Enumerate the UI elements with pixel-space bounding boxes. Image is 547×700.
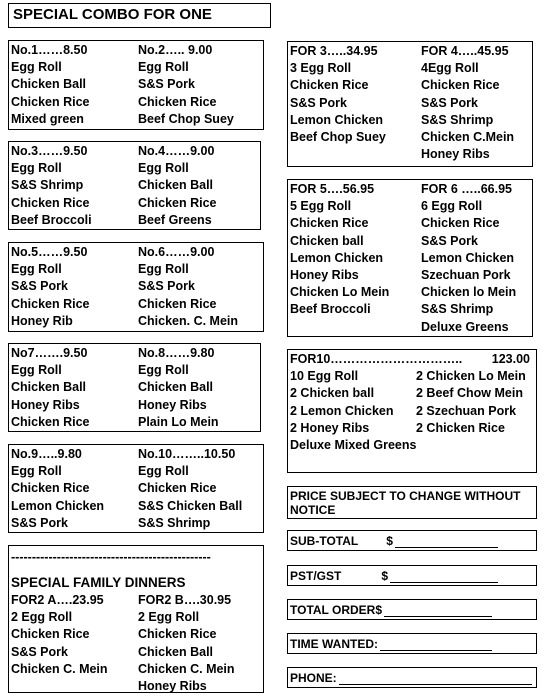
menu-item: 2 Honey Ribs (290, 420, 370, 435)
menu-title-box (8, 3, 271, 28)
menu-item: S&S Pork (138, 77, 195, 92)
menu-item: Honey Ribs (421, 147, 490, 162)
combo-box-3-4 (8, 141, 261, 230)
menu-item: Egg Roll (11, 363, 62, 378)
combo-head: FOR2 A….23.95 (11, 593, 104, 607)
menu-item: S&S Pork (290, 95, 347, 110)
phone-label: PHONE: (290, 671, 337, 685)
combo-head: No.4……9.00 (138, 144, 215, 158)
menu-item (290, 146, 421, 163)
menu-item: 2 Chicken Rice (416, 420, 505, 435)
combo-head: No.9…..9.80 (11, 447, 82, 461)
menu-item: Chicken Rice (138, 627, 217, 642)
menu-item: 3 Egg Roll (290, 61, 352, 76)
pst-gst-field[interactable] (287, 565, 537, 586)
combo-head: No.10……..10.50 (138, 447, 236, 461)
menu-item: Chicken C.Mein (421, 129, 515, 144)
menu-item: Chicken Rice (421, 78, 500, 93)
menu-item: Egg Roll (11, 262, 62, 277)
menu-item: S&S Shrimp (11, 178, 84, 193)
combo-head: FOR 3…..34.95 (290, 44, 378, 58)
time-wanted-line (380, 638, 492, 651)
menu-item: Honey Rib (11, 313, 73, 328)
menu-item: Egg Roll (138, 262, 189, 277)
menu-item: Deluxe Greens (421, 319, 509, 334)
menu-item: S&S Chicken Ball (138, 498, 243, 513)
combo-box-5-6 (8, 242, 264, 332)
combo-head: FOR10………………………….. (290, 352, 463, 366)
menu-item: 4Egg Roll (421, 61, 479, 76)
menu-item: Egg Roll (138, 464, 189, 479)
menu-item: Mixed green (11, 111, 84, 126)
menu-item: Chicken C. Mein (138, 661, 235, 676)
menu-item: Chicken lo Mein (421, 285, 517, 300)
menu-item: Egg Roll (11, 464, 62, 479)
menu-item (11, 678, 138, 695)
menu-item: Chicken Rice (290, 78, 369, 93)
menu-item: S&S Shrimp (421, 112, 494, 127)
combo-head: FOR2 B….30.95 (138, 593, 232, 607)
menu-item: Szechuan Pork (421, 267, 511, 282)
combo-head: FOR 5….56.95 (290, 182, 375, 196)
menu-item: Plain Lo Mein (138, 414, 219, 429)
menu-item: S&S Pork (421, 233, 478, 248)
menu-item: 2 Lemon Chicken (290, 403, 394, 418)
combo-head: No.5……9.50 (11, 245, 88, 259)
total-order-label: TOTAL ORDER$ (290, 603, 383, 617)
phone-field[interactable] (287, 667, 537, 688)
menu-item: S&S Shrimp (138, 515, 211, 530)
subtotal-field[interactable] (287, 530, 537, 551)
combo-box-9-10 (8, 444, 264, 533)
menu-item: 2 Egg Roll (11, 610, 73, 625)
price-notice-box (287, 486, 537, 519)
phone-line (339, 672, 532, 685)
menu-item: S&S Pork (11, 644, 68, 659)
price-notice: PRICE SUBJECT TO CHANGE WITHOUT NOTICE (290, 489, 521, 517)
menu-item: Chicken C. Mein (11, 661, 108, 676)
combo-head: No.2….. 9.00 (138, 43, 213, 57)
menu-title: SPECIAL COMBO FOR ONE (13, 6, 212, 23)
menu-item: Chicken Rice (11, 627, 90, 642)
menu-item: Lemon Chicken (421, 250, 515, 265)
menu-item: 6 Egg Roll (421, 199, 483, 214)
total-order-field[interactable] (287, 599, 537, 620)
menu-item: Honey Ribs (138, 397, 207, 412)
combo-head: No.3……9.50 (11, 144, 88, 158)
menu-item: Chicken. C. Mein (138, 313, 239, 328)
menu-item: 5 Egg Roll (290, 199, 352, 214)
menu-item: Chicken Lo Mein (290, 285, 390, 300)
menu-item: Honey Ribs (290, 267, 359, 282)
menu-item: Lemon Chicken (290, 112, 384, 127)
menu-item: 2 Szechuan Pork (416, 403, 517, 418)
pst-gst-label: PST/GST (290, 569, 342, 583)
menu-item: 2 Chicken ball (290, 386, 375, 401)
combo-box-for-5-6 (287, 179, 533, 337)
menu-item: Beef Broccoli (290, 302, 371, 317)
combo-head: No7…….9.50 (11, 346, 88, 360)
menu-item: Chicken Rice (421, 216, 500, 231)
combo-head: No.1……8.50 (11, 43, 88, 57)
menu-item: Honey Ribs (11, 397, 80, 412)
combo-head: No.8……9.80 (138, 346, 215, 360)
menu-item (290, 319, 421, 336)
subtotal-line (395, 535, 498, 548)
menu-item: Chicken Rice (11, 414, 90, 429)
combo-box-for-10 (287, 349, 537, 473)
menu-item: Beef Broccoli (11, 212, 92, 227)
time-wanted-label: TIME WANTED: (290, 637, 378, 651)
menu-item: S&S Shrimp (421, 302, 494, 317)
menu-item: Chicken Rice (11, 481, 90, 496)
menu-item: Chicken Ball (138, 178, 214, 193)
menu-item: Egg Roll (138, 363, 189, 378)
menu-item: Egg Roll (138, 60, 189, 75)
menu-item: Beef Greens (138, 212, 212, 227)
menu-item: Chicken Rice (290, 216, 369, 231)
subtotal-label: SUB-TOTAL (290, 534, 359, 548)
menu-item: Chicken Rice (138, 94, 217, 109)
menu-item: Chicken Rice (138, 296, 217, 311)
menu-item: S&S Pork (11, 515, 68, 530)
dashed-divider: ------------------------------------------------ (11, 552, 211, 564)
menu-item: Chicken Ball (138, 644, 214, 659)
pst-gst-line (390, 570, 498, 583)
subtotal-dollar: $ (386, 534, 393, 548)
combo-head: FOR 4…..45.95 (421, 44, 509, 58)
menu-item: S&S Pork (11, 279, 68, 294)
menu-item: Chicken Ball (11, 380, 87, 395)
combo-head: No.6……9.00 (138, 245, 215, 259)
menu-item: Chicken Rice (138, 195, 217, 210)
pst-gst-dollar: $ (381, 569, 389, 583)
menu-item: 2 Chicken Lo Mein (416, 369, 526, 384)
family-dinners-box (8, 545, 264, 693)
menu-item: Beef Chop Suey (290, 129, 386, 144)
menu-item: Chicken ball (290, 233, 364, 248)
family-dinners-title: SPECIAL FAMILY DINNERS (11, 575, 186, 590)
menu-item: Deluxe Mixed Greens (290, 437, 417, 452)
combo-box-7-8 (8, 343, 261, 432)
menu-item: Lemon Chicken (290, 250, 384, 265)
menu-item: Chicken Ball (11, 77, 87, 92)
menu-item: 2 Beef Chow Mein (416, 386, 523, 401)
menu-item: S&S Pork (138, 279, 195, 294)
menu-item: 2 Egg Roll (138, 610, 200, 625)
menu-item: Lemon Chicken (11, 498, 105, 513)
time-wanted-field[interactable] (287, 633, 537, 654)
menu-item: Egg Roll (11, 161, 62, 176)
combo-head-price: 123.00 (491, 352, 530, 366)
combo-box-for-3-4 (287, 41, 533, 167)
combo-box-1-2 (8, 40, 264, 130)
menu-item: Chicken Ball (138, 380, 214, 395)
menu-item: 10 Egg Roll (290, 369, 359, 384)
menu-item: Chicken Rice (138, 481, 217, 496)
menu-item: Chicken Rice (11, 94, 90, 109)
menu-item: Egg Roll (138, 161, 189, 176)
menu-item: Egg Roll (11, 60, 62, 75)
menu-item: Beef Chop Suey (138, 111, 234, 126)
combo-head: FOR 6 …..66.95 (421, 182, 513, 196)
menu-item: S&S Pork (421, 95, 478, 110)
total-order-line (384, 604, 492, 617)
menu-item: Chicken Rice (11, 296, 90, 311)
menu-item: Honey Ribs (138, 678, 207, 693)
menu-item: Chicken Rice (11, 195, 90, 210)
